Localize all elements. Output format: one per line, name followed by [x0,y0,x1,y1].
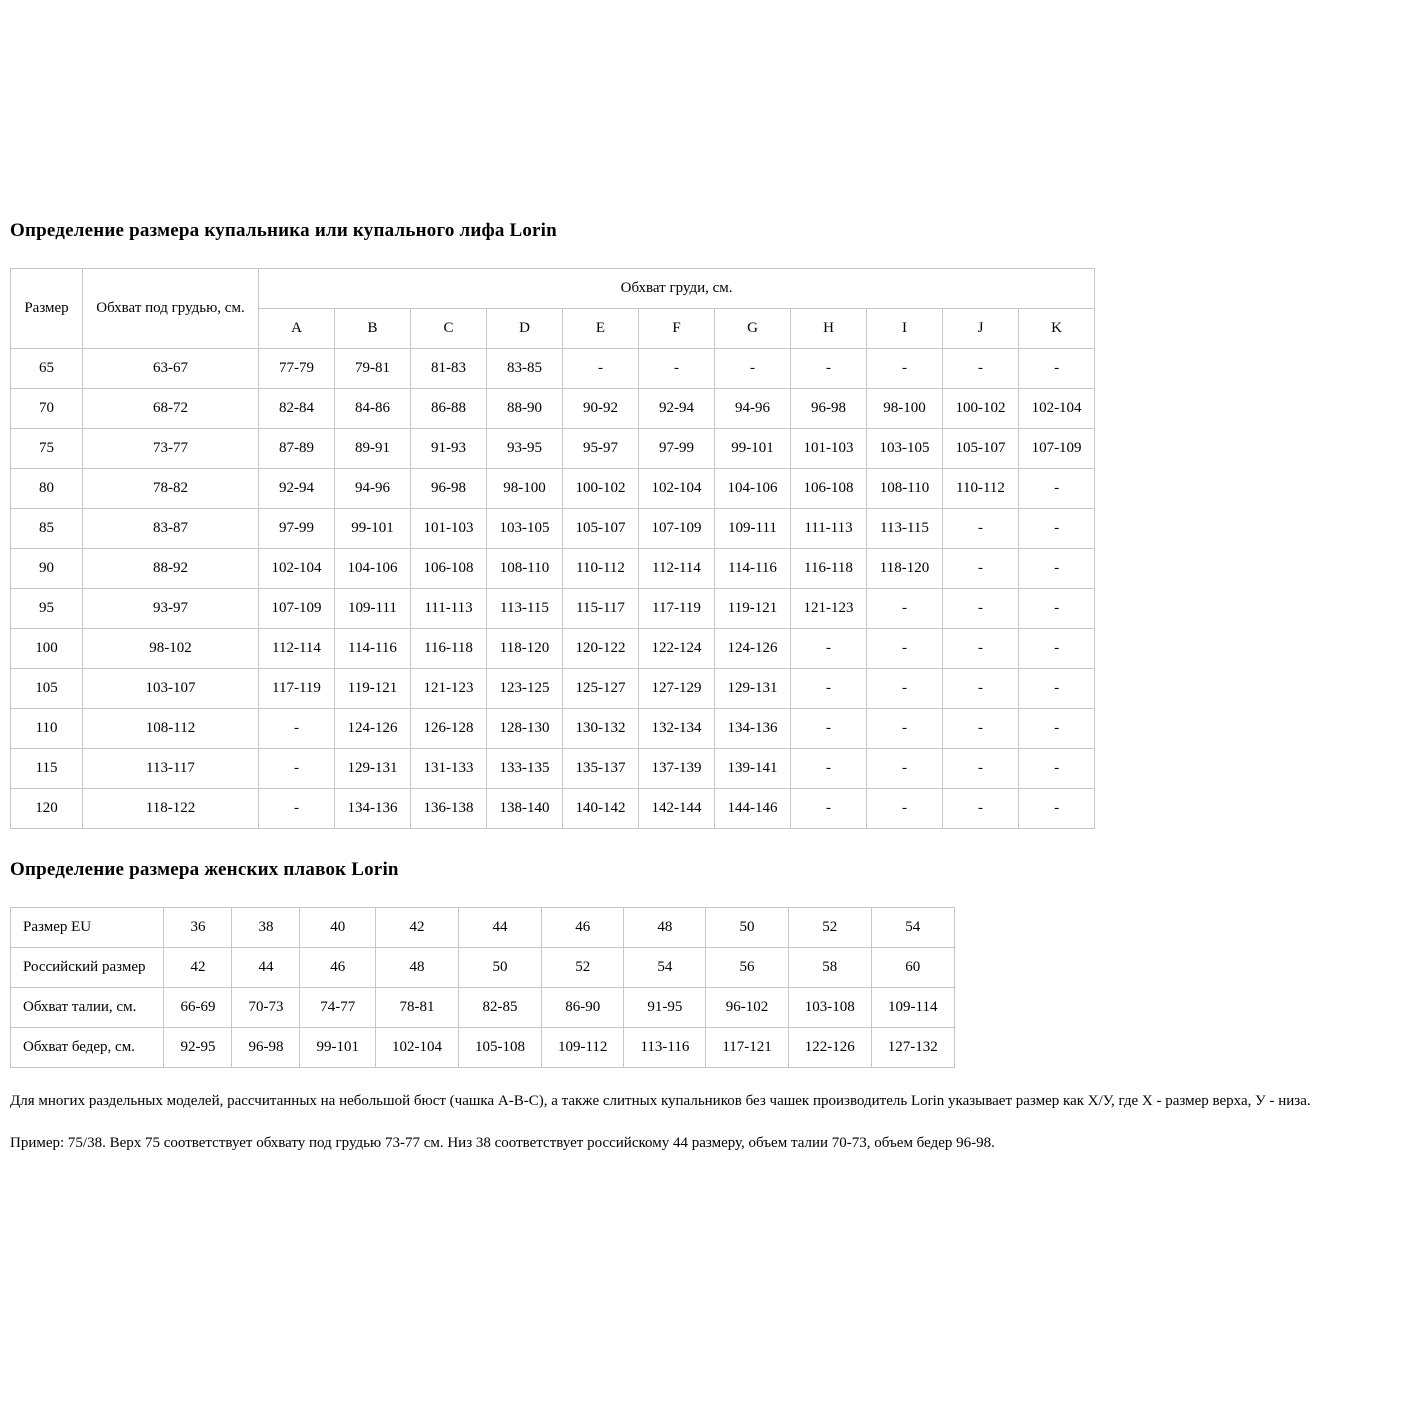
cup-range-cell: 142-144 [639,789,715,829]
cup-range-cell: - [791,629,867,669]
cup-range-cell: 87-89 [259,429,335,469]
cup-range-cell: 94-96 [335,469,411,509]
footnote-sizing-rule: Для многих раздельных моделей, рассчитанных на небольшой бюст (чашка A-B-C), а также слитных купальников без чашек производитель Lorin указывает размер как Х/У, где Х - размер верха, У - низа. [10,1093,1311,1109]
cup-range-cell: - [867,749,943,789]
cup-range-cell: 104-106 [335,549,411,589]
cup-range-cell: 128-130 [487,709,563,749]
value-cell: 50 [706,908,788,948]
bra-table-row [11,709,1095,749]
cup-range-cell: 102-104 [1019,389,1095,429]
cup-range-cell: 125-127 [563,669,639,709]
cup-range-cell: 84-86 [335,389,411,429]
cup-range-cell: 144-146 [715,789,791,829]
underbust-cell: 78-82 [83,469,259,509]
cup-range-cell: 107-109 [259,589,335,629]
cup-letter-header: G [715,309,791,349]
cup-range-cell: - [1019,709,1095,749]
cup-range-cell: 81-83 [411,349,487,389]
cup-range-cell: 105-107 [943,429,1019,469]
cup-range-cell: - [259,749,335,789]
underbust-cell: 98-102 [83,629,259,669]
cup-range-cell: 110-112 [563,549,639,589]
cup-range-cell: - [867,669,943,709]
briefs-table-row [11,948,955,988]
cup-letter-header: K [1019,309,1095,349]
cup-range-cell: 88-90 [487,389,563,429]
cup-range-cell: - [867,349,943,389]
underbust-column-header: Обхват под грудью, см. [83,269,259,349]
value-cell: 48 [624,908,706,948]
cup-range-cell: 133-135 [487,749,563,789]
briefs-table-row [11,908,955,948]
cup-letter-header: E [563,309,639,349]
cup-range-cell: 100-102 [563,469,639,509]
value-cell: 48 [375,948,458,988]
size-cell: 115 [11,749,83,789]
briefs-table-row [11,1028,955,1068]
cup-letter-header: B [335,309,411,349]
value-cell: 102-104 [375,1028,458,1068]
cup-range-cell: 120-122 [563,629,639,669]
cup-range-cell: - [791,749,867,789]
cup-range-cell: 118-120 [867,549,943,589]
cup-range-cell: - [1019,469,1095,509]
row-label-cell: Обхват талии, см. [11,988,164,1028]
cup-range-cell: 90-92 [563,389,639,429]
value-cell: 50 [458,948,541,988]
cup-range-cell: 119-121 [715,589,791,629]
cup-range-cell: 116-118 [411,629,487,669]
cup-letter-header: J [943,309,1019,349]
underbust-cell: 68-72 [83,389,259,429]
cup-range-cell: 79-81 [335,349,411,389]
value-cell: 58 [788,948,871,988]
cup-range-cell: 124-126 [715,629,791,669]
size-cell: 100 [11,629,83,669]
value-cell: 38 [232,908,300,948]
value-cell: 46 [541,908,623,948]
cup-range-cell: 135-137 [563,749,639,789]
bra-table-row [11,429,1095,469]
cup-range-cell: 94-96 [715,389,791,429]
cup-range-cell: 99-101 [335,509,411,549]
underbust-cell: 88-92 [83,549,259,589]
cup-range-cell: 92-94 [639,389,715,429]
cup-range-cell: - [1019,629,1095,669]
value-cell: 109-114 [871,988,954,1028]
cup-range-cell: 107-109 [1019,429,1095,469]
cup-range-cell: 98-100 [487,469,563,509]
cup-range-cell: 114-116 [335,629,411,669]
cup-range-cell: 92-94 [259,469,335,509]
underbust-cell: 108-112 [83,709,259,749]
value-cell: 105-108 [458,1028,541,1068]
value-cell: 96-102 [706,988,788,1028]
cup-range-cell: - [867,629,943,669]
cup-range-cell: 99-101 [715,429,791,469]
cup-range-cell: 107-109 [639,509,715,549]
value-cell: 96-98 [232,1028,300,1068]
cup-range-cell: 139-141 [715,749,791,789]
value-cell: 109-112 [541,1028,623,1068]
bra-size-table [10,268,1095,829]
value-cell: 70-73 [232,988,300,1028]
cup-range-cell: - [639,349,715,389]
cup-range-cell: - [1019,549,1095,589]
cup-range-cell: 97-99 [639,429,715,469]
value-cell: 74-77 [300,988,376,1028]
size-cell: 105 [11,669,83,709]
cup-range-cell: 102-104 [639,469,715,509]
value-cell: 44 [458,908,541,948]
size-cell: 80 [11,469,83,509]
cup-range-cell: 111-113 [411,589,487,629]
underbust-cell: 83-87 [83,509,259,549]
cup-range-cell: 113-115 [487,589,563,629]
value-cell: 92-95 [164,1028,232,1068]
value-cell: 60 [871,948,954,988]
cup-range-cell: 116-118 [791,549,867,589]
cup-range-cell: 121-123 [411,669,487,709]
cup-range-cell: 101-103 [791,429,867,469]
value-cell: 91-95 [624,988,706,1028]
footnote-example: Пример: 75/38. Верх 75 соответствует обхвату под грудью 73-77 см. Низ 38 соответствует российскому 44 размеру, объем талии 70-73, объем бедер 96-98. [10,1134,995,1151]
cup-range-cell: - [259,709,335,749]
cup-range-cell: 96-98 [411,469,487,509]
cup-range-cell: 129-131 [335,749,411,789]
value-cell: 54 [871,908,954,948]
value-cell: 54 [624,948,706,988]
cup-range-cell: 96-98 [791,389,867,429]
cup-range-cell: - [943,749,1019,789]
cup-range-cell: 129-131 [715,669,791,709]
cup-range-cell: 89-91 [335,429,411,469]
cup-range-cell: - [1019,749,1095,789]
row-label-cell: Российский размер [11,948,164,988]
bra-table-header-row-1 [11,269,1095,309]
cup-range-cell: 126-128 [411,709,487,749]
cup-range-cell: 112-114 [259,629,335,669]
cup-range-cell: 127-129 [639,669,715,709]
bra-table-title: Определение размера купальника или купального лифа Lorin [10,220,557,241]
cup-range-cell: - [1019,589,1095,629]
briefs-size-table [10,907,955,1068]
cup-range-cell: - [1019,789,1095,829]
cup-range-cell: - [943,589,1019,629]
cup-range-cell: 86-88 [411,389,487,429]
cup-range-cell: 109-111 [335,589,411,629]
value-cell: 113-116 [624,1028,706,1068]
cup-range-cell: 109-111 [715,509,791,549]
cup-range-cell: 104-106 [715,469,791,509]
value-cell: 42 [164,948,232,988]
underbust-cell: 118-122 [83,789,259,829]
cup-range-cell: 118-120 [487,629,563,669]
value-cell: 46 [300,948,376,988]
size-cell: 75 [11,429,83,469]
size-cell: 120 [11,789,83,829]
bra-table-row [11,789,1095,829]
value-cell: 127-132 [871,1028,954,1068]
cup-range-cell: 93-95 [487,429,563,469]
cup-range-cell: 111-113 [791,509,867,549]
cup-range-cell: 134-136 [335,789,411,829]
value-cell: 86-90 [541,988,623,1028]
underbust-cell: 93-97 [83,589,259,629]
size-cell: 110 [11,709,83,749]
cup-range-cell: 113-115 [867,509,943,549]
size-cell: 85 [11,509,83,549]
value-cell: 36 [164,908,232,948]
cup-range-cell: 117-119 [639,589,715,629]
briefs-table-title: Определение размера женских плавок Lorin [10,859,399,880]
cup-range-cell: 77-79 [259,349,335,389]
cup-range-cell: 130-132 [563,709,639,749]
size-cell: 70 [11,389,83,429]
cup-range-cell: - [1019,669,1095,709]
cup-range-cell: - [943,669,1019,709]
value-cell: 56 [706,948,788,988]
cup-range-cell: 101-103 [411,509,487,549]
value-cell: 66-69 [164,988,232,1028]
row-label-cell: Обхват бедер, см. [11,1028,164,1068]
cup-range-cell: 97-99 [259,509,335,549]
bra-table-row [11,589,1095,629]
cup-range-cell: 123-125 [487,669,563,709]
bra-table-row [11,349,1095,389]
value-cell: 103-108 [788,988,871,1028]
cup-range-cell: 119-121 [335,669,411,709]
cup-range-cell: 117-119 [259,669,335,709]
cup-range-cell: 140-142 [563,789,639,829]
value-cell: 78-81 [375,988,458,1028]
cup-range-cell: 132-134 [639,709,715,749]
cup-range-cell: 112-114 [639,549,715,589]
cup-range-cell: 105-107 [563,509,639,549]
cup-range-cell: 106-108 [791,469,867,509]
cup-range-cell: 91-93 [411,429,487,469]
value-cell: 99-101 [300,1028,376,1068]
size-cell: 65 [11,349,83,389]
underbust-cell: 103-107 [83,669,259,709]
cup-range-cell: 83-85 [487,349,563,389]
cup-range-cell: 100-102 [943,389,1019,429]
cup-range-cell: - [1019,349,1095,389]
cup-range-cell: - [943,789,1019,829]
cup-range-cell: 124-126 [335,709,411,749]
cup-range-cell: - [943,509,1019,549]
cup-range-cell: 103-105 [487,509,563,549]
value-cell: 52 [541,948,623,988]
cup-range-cell: 134-136 [715,709,791,749]
cup-range-cell: 108-110 [487,549,563,589]
cup-range-cell: 106-108 [411,549,487,589]
cup-range-cell: - [867,709,943,749]
value-cell: 52 [788,908,871,948]
cup-letter-header: F [639,309,715,349]
size-cell: 90 [11,549,83,589]
bra-table-row [11,749,1095,789]
cup-letter-header: A [259,309,335,349]
bra-table-row [11,629,1095,669]
underbust-cell: 73-77 [83,429,259,469]
cup-range-cell: - [563,349,639,389]
cup-range-cell: - [259,789,335,829]
underbust-cell: 113-117 [83,749,259,789]
cup-letter-header: I [867,309,943,349]
cup-range-cell: - [715,349,791,389]
cup-range-cell: - [791,349,867,389]
briefs-table-row [11,988,955,1028]
value-cell: 40 [300,908,376,948]
cup-range-cell: - [791,789,867,829]
bra-table-row [11,669,1095,709]
cup-letter-header: D [487,309,563,349]
cup-letter-header: H [791,309,867,349]
row-label-cell: Размер EU [11,908,164,948]
cup-range-cell: 136-138 [411,789,487,829]
cup-range-cell: 108-110 [867,469,943,509]
bra-table-row [11,549,1095,589]
size-cell: 95 [11,589,83,629]
cup-range-cell: 82-84 [259,389,335,429]
bra-table-row [11,469,1095,509]
cup-range-cell: - [791,669,867,709]
cup-range-cell: - [943,549,1019,589]
bra-table-row [11,509,1095,549]
cup-range-cell: 121-123 [791,589,867,629]
cup-range-cell: 114-116 [715,549,791,589]
bra-table-row [11,389,1095,429]
value-cell: 122-126 [788,1028,871,1068]
cup-range-cell: - [791,709,867,749]
cup-range-cell: 95-97 [563,429,639,469]
value-cell: 44 [232,948,300,988]
cup-range-cell: - [943,629,1019,669]
cup-range-cell: 131-133 [411,749,487,789]
cup-range-cell: - [943,709,1019,749]
value-cell: 117-121 [706,1028,788,1068]
cup-range-cell: 122-124 [639,629,715,669]
cup-range-cell: - [1019,509,1095,549]
cup-range-cell: - [867,589,943,629]
size-column-header: Размер [11,269,83,349]
bust-span-header: Обхват груди, см. [259,269,1095,309]
cup-range-cell: 110-112 [943,469,1019,509]
value-cell: 82-85 [458,988,541,1028]
value-cell: 42 [375,908,458,948]
underbust-cell: 63-67 [83,349,259,389]
cup-range-cell: 115-117 [563,589,639,629]
cup-range-cell: 102-104 [259,549,335,589]
cup-range-cell: 137-139 [639,749,715,789]
cup-range-cell: 103-105 [867,429,943,469]
cup-range-cell: 138-140 [487,789,563,829]
cup-range-cell: - [943,349,1019,389]
cup-range-cell: - [867,789,943,829]
cup-range-cell: 98-100 [867,389,943,429]
cup-letter-header: C [411,309,487,349]
